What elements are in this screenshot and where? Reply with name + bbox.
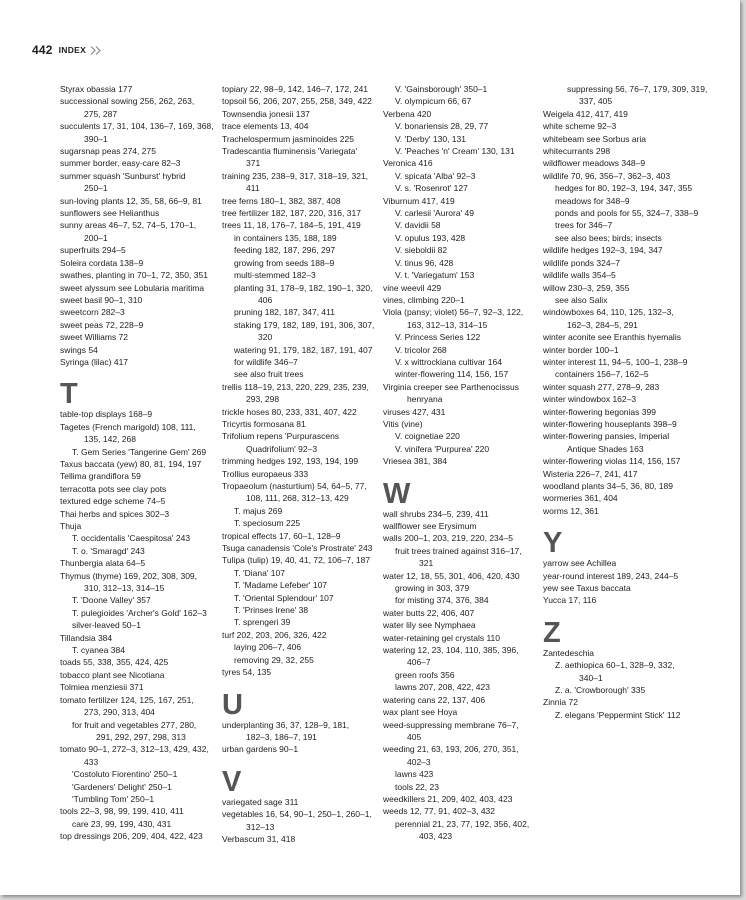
section-letter: Z [543,616,561,649]
index-entry-continuation: 411 [246,183,260,194]
section-letter: Y [543,527,563,560]
index-entry: Styrax obassia 177 [60,84,133,94]
index-entry: trace elements 13, 404 [222,121,309,132]
index-entry-continuation: 310, 312–13, 314–15 [84,583,165,594]
index-entry: wildlife 70, 96, 356–7, 362–3, 403 [543,170,671,181]
index-entry: Taxus baccata (yew) 80, 81, 194, 197 [60,458,202,469]
index-entry: table-top displays 168–9 [60,409,153,420]
index-subentry-continuation: 337, 405 [579,96,613,107]
index-entry: weed-suppressing membrane 76–7, [383,719,519,730]
index-subentry: containers 156–7, 162–5 [555,369,649,380]
section-letter: U [222,688,243,721]
index-entry-continuation: Antique Shades 163 [567,443,644,454]
double-chevron-right-icon [90,46,103,55]
index-entry: windowboxes 64, 110, 125, 132–3, [543,307,674,318]
index-entry: Trachelospermum jasminoides 225 [222,133,354,144]
index-subentry-continuation: 403, 423 [419,831,453,842]
index-subentry: V. s. 'Rosenrot' 127 [395,183,468,194]
index-subentry: watering 91, 179, 182, 187, 191, 407 [234,344,373,355]
index-entry: tobacco plant see Nicotiana [60,669,165,680]
index-entry: tree ferns 180–1, 382, 387, 408 [222,195,341,206]
index-entry: Viburnum 417, 419 [383,195,455,206]
index-entry: superfruits 294–5 [60,245,126,256]
index-subentry: V. bonariensis 28, 29, 77 [395,121,489,132]
index-entry-continuation: 275, 287 [84,108,118,119]
index-subentry: T. 'Doone Valley' 357 [72,595,151,606]
index-entry-continuation: 250–1 [84,183,108,194]
index-entry: Syringa (lilac) 417 [60,356,129,367]
index-subentry: see also Salix [555,294,608,305]
index-entry: sweet alyssum see Lobularia maritima [60,282,205,293]
index-subentry: pruning 182, 187, 347, 411 [234,307,335,318]
index-entry: water 12, 18, 55, 301, 406, 420, 430 [383,570,520,581]
index-entry: Tricyrtis formosana 81 [222,418,306,429]
index-entry: Wisteria 226–7, 241, 417 [543,468,638,479]
index-entry: winter squash 277, 278–9, 283 [543,381,660,392]
index-entry: topiary 22, 98–9, 142, 146–7, 172, 241 [222,84,369,94]
index-subentry: lawns 423 [395,769,434,780]
index-entry: Tropaeolum (nasturtium) 54, 64–5, 77, [222,481,367,491]
index-entry-continuation: suppressing 56, 76–7, 179, 309, 319, [567,84,708,94]
index-subentry: 'Gardeners' Delight' 250–1 [72,781,172,792]
index-entry: wax plant see Hoya [383,707,458,718]
index-entry: Townsendia jonesii 137 [222,108,310,119]
index-subentry: T. majus 269 [234,505,283,516]
index-subentry-continuation: 320 [258,332,273,343]
index-subentry: Z. aethiopica 60–1, 328–9, 332, [555,660,675,671]
index-subentry: V. x wittrockiana cultivar 164 [395,356,502,367]
index-entry: tree fertilizer 182, 187, 220, 316, 317 [222,208,361,219]
index-entry: winter-flowering houseplants 398–9 [543,418,677,429]
section-letter: W [383,477,411,510]
index-entry: Soleira cordata 138–9 [60,257,144,268]
index-entry: wall shrubs 234–5, 239, 411 [383,508,489,519]
index-subentry: Z. a. 'Crowborough' 335 [555,685,646,696]
index-entry: terracotta pots see clay pots [60,483,167,494]
index-entry: swathes, planting in 70–1, 72, 350, 351 [60,270,208,281]
index-entry: topsoil 56, 206, 207, 255, 258, 349, 422 [222,96,372,107]
index-entry-continuation: 312–13 [246,821,275,832]
index-entry-continuation: 273, 290, 313, 404 [84,707,155,718]
index-subentry: 'Costoluto Fiorentino' 250–1 [72,769,178,780]
index-column-4 [543,83,708,721]
index-subentry: green roofs 356 [395,669,455,680]
index-subentry-continuation: 340–1 [579,672,603,683]
index-entry: trickle hoses 80, 233, 331, 407, 422 [222,406,357,417]
page-number: 442 [32,43,53,57]
section-title: INDEX [58,45,87,55]
index-entry: vegetables 16, 54, 90–1, 250–1, 260–1, [222,809,372,820]
index-entry: winter-flowering pansies, Imperial [543,431,670,442]
index-entry: Tsuga canadensis 'Cole's Prostrate' 243 [222,543,373,554]
index-entry: winter interest 11, 94–5, 100–1, 238–9 [543,356,688,367]
index-subentry: V. tricolor 268 [395,344,447,355]
index-entry: trees 11, 18, 176–7, 184–5, 191, 419 [222,220,361,231]
index-entry: summer squash 'Sunburst' hybrid [60,170,186,181]
index-entry: Thai herbs and spices 302–3 [60,508,170,519]
index-entry-continuation: 405 [407,731,422,742]
index-entry-continuation: 163, 312–13, 314–15 [407,319,488,330]
index-subentry: T. speciosum 225 [234,518,301,529]
index-entry: Weigela 412, 417, 419 [543,108,628,119]
index-subentry: V. 'Peaches 'n' Cream' 130, 131 [395,146,515,157]
index-column-3 [383,83,543,843]
index-subentry: growing in 303, 379 [395,583,470,594]
index-entry: Zantedeschia [543,647,595,658]
index-entry: tomato 90–1, 272–3, 312–13, 429, 432, [60,744,209,755]
index-entry: trellis 118–19, 213, 220, 229, 235, 239, [222,381,369,392]
index-subentry: T. 'Oriental Splendour' 107 [234,592,334,603]
index-entry-continuation: 162–3, 284–5, 291 [567,319,638,330]
index-entry: summer border, easy-care 82–3 [60,158,181,169]
index-entry-continuation: 406–7 [407,657,431,668]
index-entry: Tagetes (French marigold) 108, 111, [60,421,196,432]
index-subentry: winter-flowering 114, 156, 157 [395,369,509,380]
index-entry: yew see Taxus baccata [543,583,631,594]
index-entry: water butts 22, 406, 407 [383,607,475,618]
index-entry: weeds 12, 77, 91, 402–3, 432 [383,806,496,817]
index-entry-continuation: 200–1 [84,232,108,243]
section-letter: V [222,765,242,798]
index-subentry: 'Tumbling Tom' 250–1 [72,793,155,804]
index-subentry: T. cyanea 384 [72,645,125,656]
index-subentry: tools 22, 23 [395,781,439,792]
index-entry-continuation: 371 [246,158,261,169]
index-subentry: laying 206–7, 406 [234,642,302,653]
index-entry: Veronica 416 [383,158,433,169]
index-entry: Viola (pansy; violet) 56–7, 92–3, 122, [383,307,524,318]
index-subentry: for fruit and vegetables 277, 280, [72,719,197,730]
index-subentry: T. o. 'Smaragd' 243 [72,545,145,556]
index-subentry: V. t. 'Variegatum' 153 [395,270,475,281]
index-entry: wildlife hedges 192–3, 194, 347 [543,245,663,256]
index-subentry: see also bees; birds; insects [555,232,662,243]
index-entry: variegated sage 311 [222,796,299,807]
index-entry: winter-flowering begonias 399 [543,406,656,417]
section-letter: T [60,378,78,411]
index-entry: toads 55, 338, 355, 424, 425 [60,657,169,668]
index-entry: Thymus (thyme) 169, 202, 308, 309, [60,570,198,581]
index-entry: winter border 100–1 [543,344,619,355]
index-entry-continuation: 390–1 [84,133,108,144]
index-entry: Vriesea 381, 384 [383,456,447,467]
index-subentry: Z. elegans 'Peppermint Stick' 112 [555,709,681,720]
index-entry: tropical effects 17, 60–1, 128–9 [222,530,341,541]
index-entry-continuation: henryana [407,394,443,405]
index-subentry: V. tinus 96, 428 [395,257,454,268]
index-entry: Tulipa (tulip) 19, 40, 41, 72, 106–7, 187 [222,555,371,566]
index-subentry: T. sprengeri 39 [234,617,291,628]
index-subentry: fruit trees trained against 316–17, [395,545,522,556]
index-subentry: staking 179, 182, 189, 191, 306, 307, [234,319,375,330]
index-entry: weeding 21, 63, 193, 206, 270, 351, [383,744,519,755]
index-entry: sun-loving plants 12, 35, 58, 66–9, 81 [60,195,202,206]
index-entry: tyres 54, 135 [222,667,272,678]
index-entry: sweet basil 90–1, 310 [60,294,143,305]
index-entry: winter-flowering violas 114, 156, 157 [543,456,681,467]
index-subentry: perennial 21, 23, 77, 192, 356, 402, [395,818,530,829]
index-entry: walls 200–1, 203, 219, 220, 234–5 [383,533,513,544]
index-entry: vines, climbing 220–1 [383,294,465,305]
index-subentry: see also fruit trees [234,369,304,380]
index-subentry: for misting 374, 376, 384 [395,595,489,606]
index-entry: viruses 427, 431 [383,406,446,417]
index-subentry: ponds and pools for 55, 324–7, 338–9 [555,208,699,219]
index-subentry: planting 31, 178–9, 182, 190–1, 320, [234,282,373,293]
index-subentry: silver-leaved 50–1 [72,620,141,631]
index-subentry: T. 'Prinses Irene' 38 [234,605,309,616]
index-subentry: lawns 207, 208, 422, 423 [395,682,490,693]
index-subentry: hedges for 80, 192–3, 194, 347, 355 [555,183,693,194]
index-entry: wildlife walls 354–5 [543,270,616,281]
index-subentry: growing from seeds 188–9 [234,257,335,268]
index-subentry: for wildlife 346–7 [234,356,298,367]
index-entry: tomato fertilizer 124, 125, 167, 251, [60,694,194,705]
index-entry-continuation: 293, 298 [246,394,280,405]
index-entry-continuation: 135, 142, 268 [84,434,136,445]
index-entry: succulents 17, 31, 104, 136–7, 169, 368, [60,121,214,132]
index-entry: sweetcorn 282–3 [60,307,125,318]
index-entry: swings 54 [60,344,98,355]
index-entry-continuation: 108, 111, 268, 312–13, 429 [246,493,349,504]
index-entry: wallflower see Erysimum [383,521,477,531]
index-entry: worms 12, 361 [543,505,599,516]
index-entry: textured edge scheme 74–5 [60,496,166,507]
index-entry: Virginia creeper see Parthenocissus [383,381,519,392]
index-entry: woodland plants 34–5, 36, 80, 189 [543,481,673,491]
index-entry: winter windowbox 162–3 [543,394,637,405]
index-entry: tools 22–3, 98, 99, 199, 410, 411 [60,806,184,817]
index-column-2 [222,83,382,845]
index-subentry: V. Princess Series 122 [395,332,481,343]
index-entry: yarrow see Achillea [543,558,617,569]
index-entry: sweet peas 72, 228–9 [60,319,144,330]
index-entry: Thuja [60,521,82,531]
index-entry: watering cans 22, 137, 406 [383,694,486,705]
index-subentry: V. sieboldii 82 [395,245,448,256]
index-entry: training 235, 238–9, 317, 318–19, 321, [222,170,369,181]
index-subentry: V. 'Derby' 130, 131 [395,133,466,144]
index-entry: Trollius europaeus 333 [222,468,309,479]
index-entry: winter aconite see Eranthis hyemalis [543,332,681,343]
index-entry: willow 230–3, 259, 355 [543,282,630,293]
index-entry: water-retaining gel crystals 110 [383,632,501,643]
index-entry: whitecurrants 298 [543,146,611,157]
index-entry: whitebeam see Sorbus aria [543,133,647,144]
index-entry: Yucca 17, 116 [543,595,597,606]
index-subentry: V. coignetiae 220 [395,431,460,442]
index-entry: white scheme 92–3 [543,121,617,132]
index-subentry: V. opulus 193, 428 [395,232,466,243]
index-entry: sunflowers see Helianthus [60,208,160,219]
index-subentry-continuation: 291, 292, 297, 298, 313 [96,731,186,742]
index-entry: Zinnia 72 [543,697,578,708]
index-entry: Tillandsia 384 [60,632,113,643]
index-subentry: V. olympicum 66, 67 [395,96,472,107]
index-entry: vine weevil 429 [383,282,442,293]
index-subentry: V. spicata 'Alba' 92–3 [395,170,476,181]
index-subentry: V. carlesii 'Aurora' 49 [395,208,474,219]
index-entry: watering 12, 23, 104, 110, 385, 396, [383,645,519,656]
index-entry: water lily see Nymphaea [383,620,476,631]
index-entry: Trifolium repens 'Purpurascens [222,431,340,442]
index-entry: top dressings 206, 209, 404, 422, 423 [60,831,203,842]
index-entry-continuation: 182–3, 186–7, 191 [246,731,317,742]
index-entry: Vitis (vine) [383,418,423,429]
index-entry-continuation: 433 [84,756,99,767]
index-subentry: trees for 346–7 [555,220,613,231]
index-subentry: feeding 182, 187, 296, 297 [234,245,336,256]
index-subentry: V. 'Gainsborough' 350–1 [395,84,488,94]
index-subentry: T. occidentalis 'Caespitosa' 243 [72,533,191,544]
index-entry: year-round interest 189, 243, 244–5 [543,570,679,581]
index-entry: urban gardens 90–1 [222,744,299,755]
index-subentry: T. 'Diana' 107 [234,567,285,578]
index-subentry: T. 'Madame Lefeber' 107 [234,580,328,591]
index-subentry: care 23, 99, 199, 430, 431 [72,818,172,829]
index-subentry: in containers 135, 188, 189 [234,232,337,243]
index-subentry: meadows for 348–9 [555,195,630,206]
index-subentry: removing 29, 32, 255 [234,654,314,665]
index-subentry-continuation: 406 [258,294,273,305]
page-header [32,43,103,57]
index-entry: Verbena 420 [383,108,432,119]
index-entry: Tradescantia fluminensis 'Variegata' [222,146,358,157]
index-entry-continuation: 402–3 [407,756,431,767]
index-entry: sweet Williams 72 [60,332,129,343]
index-entry: wildlife ponds 324–7 [543,257,621,268]
index-subentry: multi-stemmed 182–3 [234,270,316,281]
index-entry: trimming hedges 192, 193, 194, 199 [222,456,359,467]
index-entry: sugarsnap peas 274, 275 [60,146,156,157]
index-entry: sunny areas 46–7, 52, 74–5, 170–1, [60,220,197,231]
index-entry: wormeries 361, 404 [543,493,618,504]
index-entry: turf 202, 203, 206, 326, 422 [222,629,327,640]
index-entry: Verbascum 31, 418 [222,833,296,844]
index-subentry: T. pulegioides 'Archer's Gold' 162–3 [72,607,207,618]
index-entry: Tolmiea menziesii 371 [60,682,144,693]
index-entry: underplanting 36, 37, 128–9, 181, [222,719,350,730]
index-subentry-continuation: 321 [419,558,434,569]
index-subentry: V. davidii 58 [395,220,441,231]
index-entry: successional sowing 256, 262, 263, [60,96,195,107]
index-entry: Thunbergia alata 64–5 [60,558,146,569]
index-subentry: T. Gem Series 'Tangerine Gem' 269 [72,446,207,457]
index-subentry: V. vinifera 'Purpurea' 220 [395,443,490,454]
index-entry-continuation: Quadrifolium' 92–3 [246,443,318,454]
index-entry: Tellima grandiflora 59 [60,471,141,482]
index-entry: wildflower meadows 348–9 [543,158,646,169]
index-entry: weedkillers 21, 209, 402, 403, 423 [383,793,513,804]
index-column-1 [60,83,220,843]
